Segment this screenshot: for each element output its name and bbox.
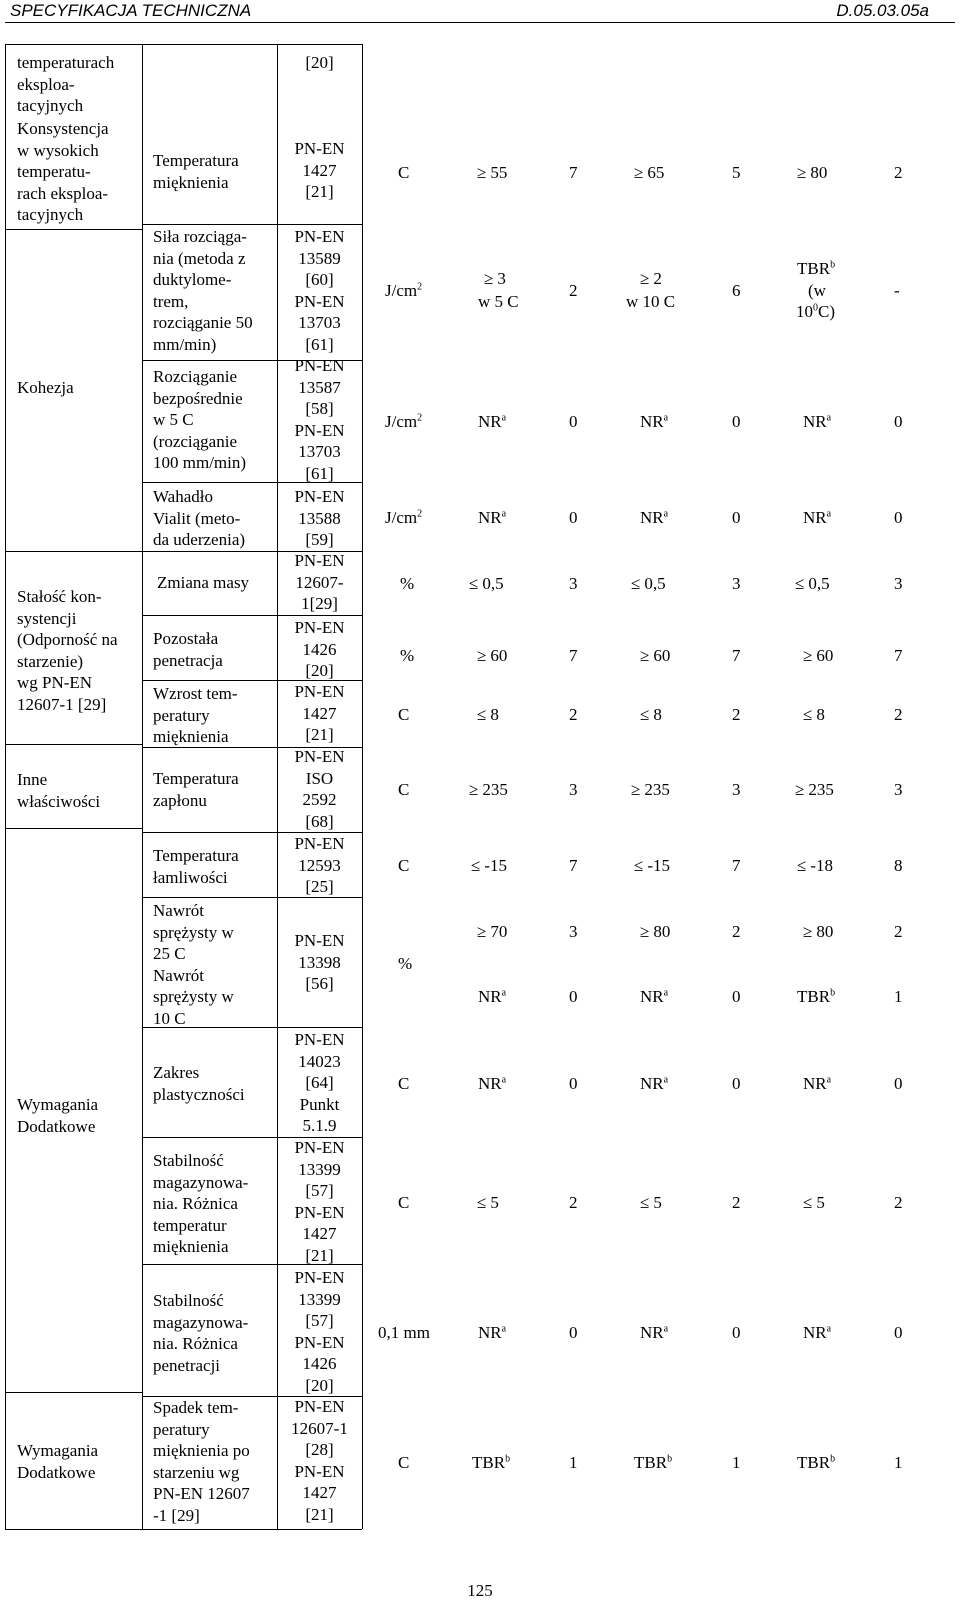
standard-cell: PN-EN 13587 [58] PN-EN 13703 [61] bbox=[294, 356, 345, 483]
class-cell: 0 bbox=[894, 1074, 903, 1093]
value-cell: $10^0C$) bbox=[796, 302, 835, 321]
unit-cell: % bbox=[400, 574, 415, 593]
class-cell: 3 bbox=[569, 574, 578, 593]
class-cell: 6 bbox=[732, 281, 741, 300]
grid-line bbox=[142, 615, 362, 616]
value-cell: $NR^a$ bbox=[640, 508, 669, 527]
category-cell: Wymagania Dodatkowe bbox=[17, 1441, 99, 1482]
value-cell: $NR^a$ bbox=[478, 987, 507, 1006]
class-cell: 0 bbox=[894, 508, 903, 527]
unit-cell: $J/cm^2$ bbox=[385, 508, 423, 527]
property-cell: Rozciąganie bezpośrednie w 5 C (rozciąganie 100 mm/min) bbox=[153, 367, 247, 472]
standard-cell: PN-EN 14023 [64] Punkt 5.1.9 bbox=[294, 1030, 345, 1135]
unit-cell: C bbox=[398, 1193, 410, 1212]
grid-line bbox=[5, 1529, 362, 1530]
grid-line bbox=[142, 44, 143, 1529]
unit-cell: C bbox=[398, 1074, 410, 1093]
class-cell: 2 bbox=[732, 1193, 741, 1212]
property-cell: Pozostała penetracja bbox=[153, 629, 223, 670]
property-cell: Zakres plastyczności bbox=[153, 1063, 245, 1104]
value-cell: TBR$^b$ bbox=[472, 1453, 511, 1472]
standard-cell: PN-EN 13589 [60] PN-EN 13703 [61] bbox=[294, 227, 345, 354]
class-cell: 0 bbox=[732, 1074, 741, 1093]
category-cell: Stałość kon- systencji (Odporność na starzenie) wg PN-EN 12607-1 [29] bbox=[17, 587, 118, 714]
property-cell: Wzrost tem- peratury mięknienia bbox=[153, 684, 238, 746]
class-cell: 7 bbox=[569, 646, 578, 665]
value-cell: ≤ 5 bbox=[477, 1192, 499, 1214]
standard-cell: PN-EN ISO 2592 [68] bbox=[294, 747, 345, 831]
value-cell: (w bbox=[808, 281, 826, 300]
class-cell: 7 bbox=[894, 646, 903, 665]
value-cell: TBR$^b$ bbox=[797, 1453, 836, 1472]
grid-line bbox=[5, 744, 142, 745]
standard-cell: PN-EN 1427 [21] bbox=[294, 682, 345, 744]
class-cell: 2 bbox=[569, 1193, 578, 1212]
class-cell: 0 bbox=[894, 412, 903, 431]
class-cell: 2 bbox=[894, 163, 903, 182]
grid-line bbox=[5, 229, 142, 230]
class-cell: 0 bbox=[732, 1323, 741, 1342]
class-cell: 0 bbox=[569, 1323, 578, 1342]
value-cell: $NR^a$ bbox=[803, 1074, 832, 1093]
class-cell: 0 bbox=[569, 1074, 578, 1093]
class-cell: 2 bbox=[732, 705, 741, 724]
value-cell: TBR$^b$ bbox=[797, 987, 836, 1006]
value-cell: $NR^a$ bbox=[478, 1323, 507, 1342]
standard-cell: PN-EN 1426 [20] bbox=[294, 618, 345, 680]
class-cell: 1 bbox=[732, 1453, 741, 1472]
value-cell: ≤ 5 bbox=[640, 1192, 662, 1214]
class-cell: 2 bbox=[894, 922, 903, 941]
value-cell: $NR^a$ bbox=[803, 412, 832, 431]
value-cell: ≥ 60 bbox=[640, 645, 670, 667]
property-cell: Stabilność magazynowa- nia. Różnica temperatur mięknienia bbox=[153, 1151, 249, 1256]
value-cell: TBR$^b$ bbox=[797, 259, 836, 278]
value-cell: ≤ 5 bbox=[803, 1192, 825, 1214]
value-cell: ≥ 80 bbox=[803, 921, 833, 943]
value-cell: ≤ 8 bbox=[803, 704, 825, 726]
value-cell: ≥ 235 bbox=[469, 779, 508, 801]
value-cell: ≤ 8 bbox=[640, 704, 662, 726]
value-cell: ≥ 70 bbox=[477, 921, 507, 943]
class-cell: 3 bbox=[894, 574, 903, 593]
standard-cell: PN-EN 12593 [25] bbox=[294, 834, 345, 896]
unit-cell: C bbox=[398, 1453, 410, 1472]
category-cell: Kohezja bbox=[17, 378, 74, 397]
category-cell: Konsystencja w wysokich temperatu- rach eksploa- tacyjnych bbox=[17, 119, 109, 224]
value-cell: ≥ 80 bbox=[640, 921, 670, 943]
class-cell: 2 bbox=[894, 705, 903, 724]
page-number: 125 bbox=[467, 1581, 493, 1600]
property-cell: Zmiana masy bbox=[157, 573, 250, 592]
header-title: SPECYFIKACJA TECHNICZNA bbox=[10, 1, 252, 20]
class-cell: 1 bbox=[894, 1453, 903, 1472]
property-cell: Temperatura zapłonu bbox=[153, 769, 239, 810]
unit-cell: C bbox=[398, 705, 410, 724]
class-cell: 0 bbox=[732, 987, 741, 1006]
unit-cell: C bbox=[398, 780, 410, 799]
class-cell: 0 bbox=[894, 1323, 903, 1342]
class-cell: 1 bbox=[569, 1453, 578, 1472]
value-cell: $NR^a$ bbox=[478, 1074, 507, 1093]
class-cell: 7 bbox=[732, 856, 741, 875]
value-cell: $NR^a$ bbox=[478, 412, 507, 431]
class-cell: 3 bbox=[894, 780, 903, 799]
category-cell: Wymagania Dodatkowe bbox=[17, 1095, 99, 1136]
property-cell: Wahadło Vialit (meto- da uderzenia) bbox=[153, 487, 246, 549]
category-cell: temperaturach eksploa- tacyjnych bbox=[17, 53, 115, 115]
standard-cell: PN-EN 1427 [21] bbox=[294, 139, 345, 201]
category-cell: Inne właściwości bbox=[17, 770, 101, 811]
value-cell: TBR$^b$ bbox=[634, 1453, 673, 1472]
value-cell: ≥ 3 bbox=[484, 268, 506, 290]
unit-cell: 0,1 mm bbox=[378, 1323, 430, 1342]
property-cell: Spadek tem- peratury mięknienia po starzeniu wg PN-EN 12607 -1 [29] bbox=[153, 1398, 250, 1525]
class-cell: 3 bbox=[732, 780, 741, 799]
property-cell: Nawrót sprężysty w 25 C Nawrót sprężysty w 10 C bbox=[153, 901, 234, 1028]
value-cell: ≥ 80 bbox=[797, 162, 827, 184]
grid-line bbox=[5, 828, 142, 829]
value-cell: $NR^a$ bbox=[803, 508, 832, 527]
property-cell: Temperatura łamliwości bbox=[153, 846, 239, 887]
value-cell: ≥ 60 bbox=[803, 645, 833, 667]
unit-cell: $J/cm^2$ bbox=[385, 412, 423, 431]
header-code: D.05.03.05a bbox=[836, 1, 929, 20]
class-cell: 7 bbox=[569, 163, 578, 182]
class-cell: 0 bbox=[732, 412, 741, 431]
class-cell: 0 bbox=[569, 412, 578, 431]
class-cell: 8 bbox=[894, 856, 903, 875]
class-cell: 2 bbox=[894, 1193, 903, 1212]
unit-cell: $J/cm^2$ bbox=[385, 281, 423, 300]
grid-line bbox=[362, 44, 363, 1529]
standard-cell: PN-EN 12607- 1[29] bbox=[294, 551, 345, 613]
grid-line bbox=[142, 224, 362, 225]
value-cell: $NR^a$ bbox=[478, 508, 507, 527]
value-cell: ≤ 0,5 bbox=[631, 573, 666, 595]
grid-line bbox=[277, 44, 278, 1529]
page-header bbox=[5, 0, 955, 23]
value-cell: ≤ -18 bbox=[797, 855, 833, 877]
grid-line bbox=[5, 44, 6, 1529]
value-cell: w 5 C bbox=[478, 292, 519, 311]
value-cell: w 10 C bbox=[626, 292, 676, 311]
value-cell: ≥ 235 bbox=[631, 779, 670, 801]
class-cell: 7 bbox=[732, 646, 741, 665]
standard-cell: PN-EN 13399 [57] PN-EN 1426 [20] bbox=[294, 1268, 345, 1395]
grid-line bbox=[5, 551, 142, 552]
value-cell: ≤ 8 bbox=[477, 704, 499, 726]
value-cell: ≥ 2 bbox=[640, 268, 662, 290]
property-cell: Siła rozciąga- nia (metoda z duktylome- trem, rozciąganie 50 mm/min) bbox=[153, 227, 253, 354]
value-cell: $NR^a$ bbox=[640, 412, 669, 431]
class-cell: 2 bbox=[732, 922, 741, 941]
value-cell: $NR^a$ bbox=[640, 1323, 669, 1342]
class-cell: 3 bbox=[569, 922, 578, 941]
class-cell: 3 bbox=[732, 574, 741, 593]
grid-line bbox=[5, 44, 362, 45]
unit-cell: C bbox=[398, 856, 410, 875]
property-cell: Stabilność magazynowa- nia. Różnica penetracji bbox=[153, 1291, 249, 1375]
value-cell: ≤ -15 bbox=[634, 855, 670, 877]
unit-cell: % bbox=[400, 646, 415, 665]
class-cell: 2 bbox=[569, 705, 578, 724]
class-cell: 1 bbox=[894, 987, 903, 1006]
class-cell: 5 bbox=[732, 163, 741, 182]
class-cell: 2 bbox=[569, 281, 578, 300]
standard-cell: [20] bbox=[305, 53, 334, 72]
value-cell: ≤ 0,5 bbox=[469, 573, 504, 595]
unit-cell: % bbox=[398, 954, 413, 973]
value-cell: ≤ -15 bbox=[471, 855, 507, 877]
class-cell: 3 bbox=[569, 780, 578, 799]
value-cell: ≥ 235 bbox=[795, 779, 834, 801]
value-cell: $NR^a$ bbox=[640, 987, 669, 1006]
property-cell: Temperatura mięknienia bbox=[153, 151, 239, 192]
class-cell: 7 bbox=[569, 856, 578, 875]
value-cell: $NR^a$ bbox=[640, 1074, 669, 1093]
value-cell: ≥ 55 bbox=[477, 162, 507, 184]
standard-cell: PN-EN 12607-1 [28] PN-EN 1427 [21] bbox=[291, 1397, 348, 1524]
class-cell: 0 bbox=[569, 987, 578, 1006]
value-cell: ≥ 65 bbox=[634, 162, 664, 184]
standard-cell: PN-EN 13398 [56] bbox=[294, 931, 345, 993]
value-cell: $NR^a$ bbox=[803, 1323, 832, 1342]
standard-cell: PN-EN 13588 [59] bbox=[294, 487, 345, 549]
class-cell: - bbox=[894, 281, 900, 300]
value-cell: ≥ 60 bbox=[477, 645, 507, 667]
class-cell: 0 bbox=[732, 508, 741, 527]
unit-cell: C bbox=[398, 163, 410, 182]
value-cell: ≤ 0,5 bbox=[795, 573, 830, 595]
standard-cell: PN-EN 13399 [57] PN-EN 1427 [21] bbox=[294, 1138, 345, 1265]
class-cell: 0 bbox=[569, 508, 578, 527]
grid-line bbox=[5, 1392, 142, 1393]
